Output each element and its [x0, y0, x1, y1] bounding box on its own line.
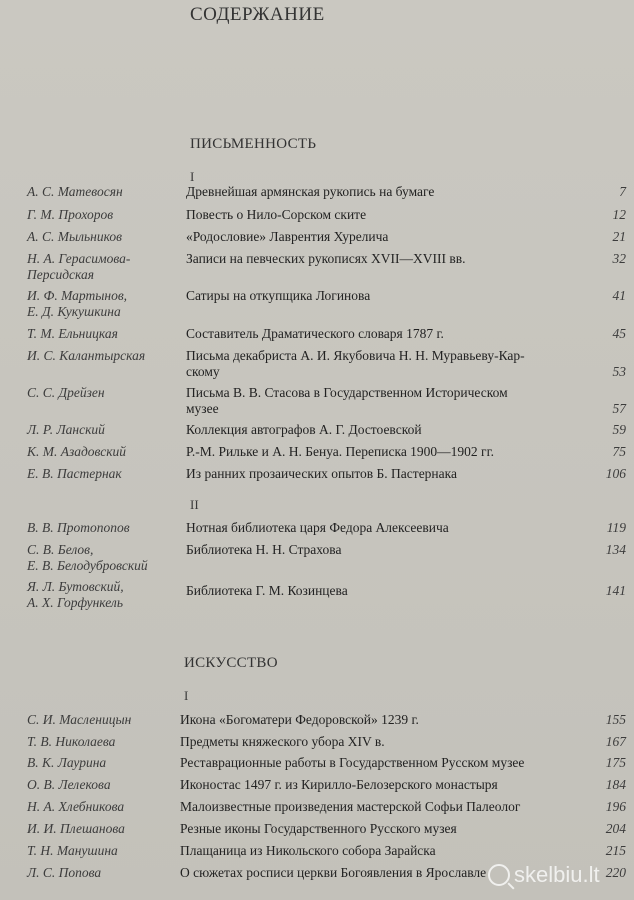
entry-title: Составитель Драматического словаря 1787 г. [186, 326, 444, 341]
entry-title: Р.-М. Рильке и А. Н. Бенуа. Переписка 1900—1902 гг. [186, 444, 494, 459]
entry-author: И. Ф. Мартынов, Е. Д. Кукушкина [27, 288, 128, 319]
section-title-pismennost: ПИСЬМЕННОСТЬ [190, 136, 317, 152]
entry-author: И. С. Калантырская [27, 348, 146, 363]
entry-page: 184 [605, 777, 626, 792]
entry-title: Письма В. В. Стасова в Государственном Историческом музее [186, 385, 508, 416]
entry-author: Т. В. Николаева [27, 734, 116, 749]
entry-page: 7 [619, 184, 626, 199]
entry-title: Из ранних прозаических опытов Б. Пастернака [186, 466, 457, 481]
watermark-text: skelbiu.lt [514, 862, 600, 887]
section-title-iskusstvo: ИСКУССТВО [184, 655, 278, 671]
entry-title: Нотная библиотека царя Федора Алексеевича [186, 520, 449, 535]
entry-title: Предметы княжеского убора XIV в. [180, 734, 385, 749]
entry-title: Малоизвестные произведения мастерской Софьи Палеолог [180, 799, 521, 814]
entry-page: 106 [605, 466, 626, 481]
entry-author: В. В. Протопопов [27, 520, 130, 535]
entry-author: Т. М. Ельницкая [27, 326, 118, 341]
entry-title: Резные иконы Государственного Русского музея [180, 821, 457, 836]
entry-title: Записи на певческих рукописях XVII—XVIII вв. [186, 251, 466, 266]
entry-page: 59 [612, 422, 626, 437]
entry-author: К. М. Азадовский [27, 444, 127, 459]
entry-page: 215 [605, 843, 626, 858]
entry-page: 196 [605, 799, 626, 814]
entry-title: Письма декабриста А. И. Якубовича Н. Н. Муравьеву-Кар- скому [186, 348, 525, 379]
entry-author: А. С. Мыльников [27, 229, 123, 244]
entry-title: О сюжетах росписи церкви Богоявления в Ярославле [180, 865, 487, 880]
magnifier-icon [488, 864, 510, 886]
entry-page: 155 [605, 712, 626, 727]
entry-author: Е. В. Пастернак [27, 466, 122, 481]
entry-page: 45 [612, 326, 626, 341]
entry-page: 75 [612, 444, 626, 459]
entry-page: 175 [605, 755, 626, 770]
entry-author: Т. Н. Манушина [27, 843, 118, 858]
entry-author: И. И. Плешанова [27, 821, 125, 836]
entry-page: 204 [605, 821, 626, 836]
entry-title: Плащаница из Никольского собора Зарайска [180, 843, 436, 858]
entry-page: 21 [612, 229, 626, 244]
entry-title: Древнейшая армянская рукопись на бумаге [186, 184, 435, 199]
entry-page: 141 [605, 583, 626, 598]
entry-author: Н. А. Герасимова- Персидская [27, 251, 131, 282]
entry-author: Л. С. Попова [27, 865, 102, 880]
entry-page: 220 [605, 865, 626, 880]
entry-author: Н. А. Хлебникова [27, 799, 125, 814]
entry-page: 41 [612, 288, 626, 303]
entry-page: 134 [605, 542, 626, 557]
entry-page: 53 [612, 364, 626, 379]
entry-page: 12 [612, 207, 626, 222]
entry-title: Икона «Богоматери Федоровской» 1239 г. [180, 712, 419, 727]
entry-page: 57 [612, 401, 626, 416]
entry-author: В. К. Лаурина [27, 755, 107, 770]
entry-page: 32 [612, 251, 626, 266]
entry-author: Л. Р. Ланский [27, 422, 105, 437]
page-title: СОДЕРЖАНИЕ [190, 4, 325, 25]
entry-page: 119 [606, 520, 626, 535]
entry-title: Повесть о Нило-Сорском ските [186, 207, 367, 222]
entry-title: Реставрационные работы в Государственном Русском музее [180, 755, 525, 770]
entry-author: А. С. Матевосян [27, 184, 123, 199]
entry-title: Библиотека Н. Н. Страхова [186, 542, 342, 557]
part-number: II [190, 497, 199, 512]
entry-title: Коллекция автографов А. Г. Достоевской [186, 422, 422, 437]
entry-author: Я. Л. Бутовский, А. Х. Горфункель [27, 579, 124, 610]
entry-title: Библиотека Г. М. Козинцева [186, 583, 348, 598]
entry-title: Сатиры на откупщика Логинова [186, 288, 371, 303]
entry-author: С. С. Дрейзен [27, 385, 105, 400]
part-number: I [190, 169, 195, 184]
entry-title: «Родословие» Лаврентия Хурелича [186, 229, 389, 244]
part-number: I [184, 688, 189, 703]
entry-page: 167 [605, 734, 626, 749]
entry-author: О. В. Лелекова [27, 777, 111, 792]
entry-author: С. И. Масленицын [27, 712, 132, 727]
entry-author: С. В. Белов, Е. В. Белодубровский [27, 542, 148, 573]
entry-title: Иконостас 1497 г. из Кирилло-Белозерского монастыря [180, 777, 498, 792]
watermark [488, 862, 600, 888]
entry-author: Г. М. Прохоров [27, 207, 114, 222]
